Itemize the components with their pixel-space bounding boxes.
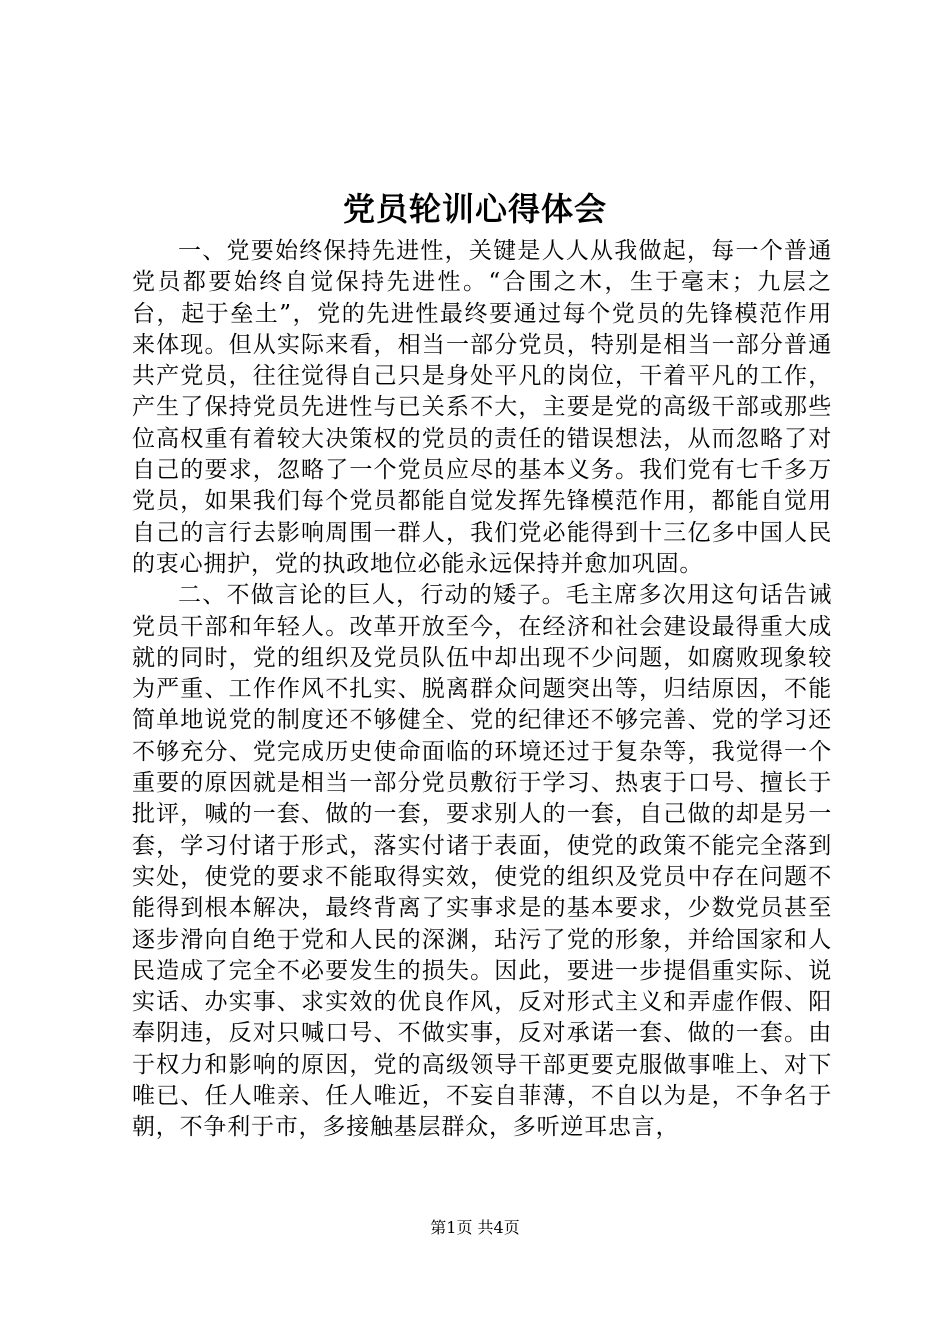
paragraph-1: 一、党要始终保持先进性，关键是人人从我做起，每一个普通党员都要始终自觉保持先进性。“合围之木，生于毫末；九层之台，起于垒土”，党的先进性最终要通过每个党员的先锋模范作用来体现。但从实际来看，相当一部分党员，特别是相当一部分普通共产党员，往往觉得自己只是身处平凡的岗位，干着平凡的工作，产生了保持党员先进性与已关系不大，主要是党的高级干部或那些位高权重有着较大决策权的党员的责任的错误想法，从而忽略了对自己的要求，忽略了一个党员应尽的基本义务。我们党有七千多万党员，如果我们每个党员都能自觉发挥先锋模范作用，都能自觉用自己的言行去影响周围一群人，我们党必能得到十三亿多中国人民的衷心拥护，党的执政地位必能永远保持并愈加巩固。 (132, 238, 832, 577)
page-footer: 第1页 共4页 (430, 1218, 520, 1237)
paragraph-2: 二、不做言论的巨人，行动的矮子。毛主席多次用这句话告诫党员干部和年轻人。改革开放至今，在经济和社会建设最得重大成就的同时，党的组织及党员队伍中却出现不少问题，如腐败现象较为严重、工作作风不扎实、脱离群众问题突出等，归结原因，不能简单地说党的制度还不够健全、党的纪律还不够完善、党的学习还不够充分、党完成历史使命面临的环境还过于复杂等，我觉得一个重要的原因就是相当一部分党员敷衍于学习、热衷于口号、擅长于批评，喊的一套、做的一套，要求别人的一套，自己做的却是另一套，学习付诸于形式，落实付诸于表面，使党的政策不能完全落到实处，使党的要求不能取得实效，使党的组织及党员中存在问题不能得到根本解决，最终背离了实事求是的基本要求，少数党员甚至逐步滑向自绝于党和人民的深渊，玷污了党的形象，并给国家和人民造成了完全不必要发生的损失。因此，要进一步提倡重实际、说实话、办实事、求实效的优良作风，反对形式主义和弄虚作假、阳奉阴违，反对只喊口号、不做实事，反对承诺一套、做的一套。由于权力和影响的原因，党的高级领导干部更要克服做事唯上、对下唯已、任人唯亲、任人唯近，不妄自菲薄，不自以为是，不争名于朝，不争利于市，多接触基层群众，多听逆耳忠言， (132, 582, 832, 1141)
document-body (132, 236, 832, 1144)
document-title: 党员轮训心得体会 (342, 190, 607, 228)
